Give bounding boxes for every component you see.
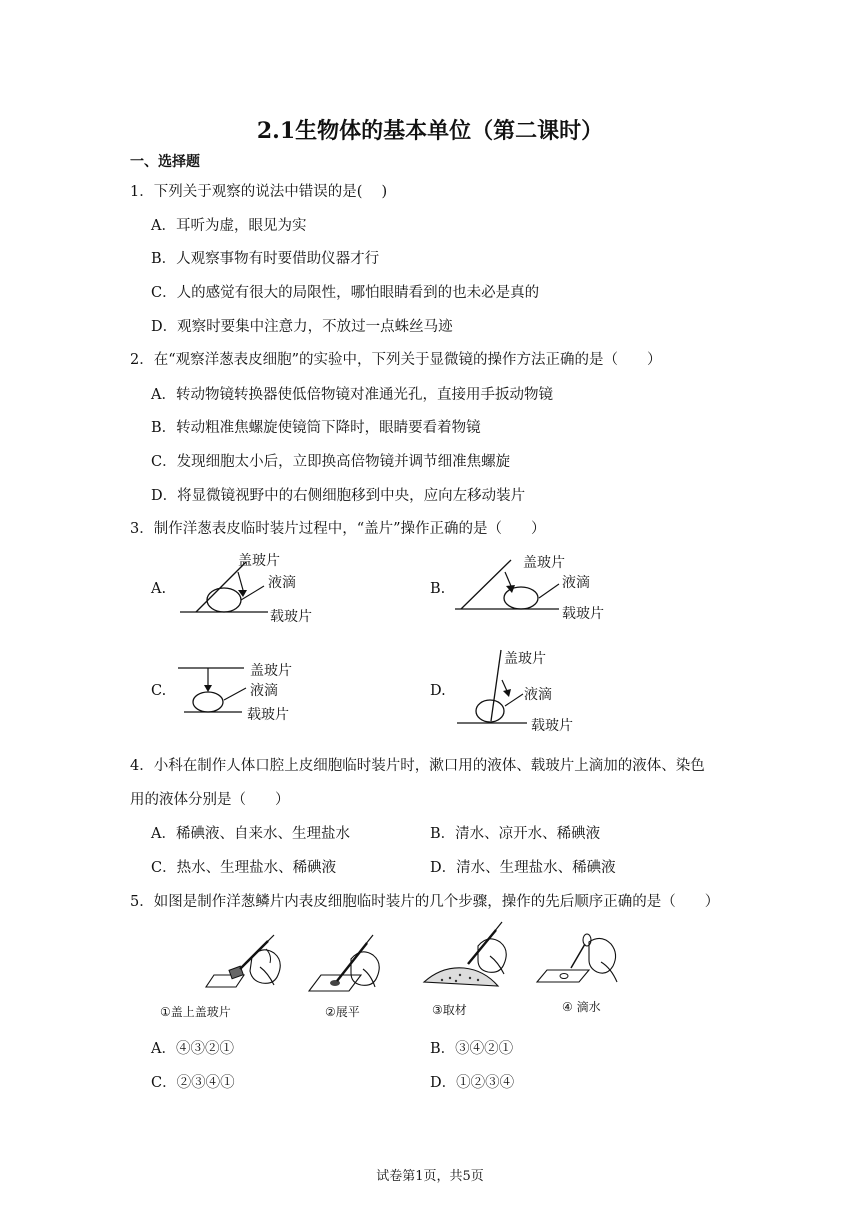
diagram-b-label-slide: 载玻片 <box>562 606 604 622</box>
question-1-stem: 1．下列关于观察的说法中错误的是( ) <box>130 184 388 200</box>
question-3-option-c: C. <box>151 683 167 699</box>
step-3-caption: ③取材 <box>432 1003 467 1017</box>
question-2-option-c: C．发现细胞太小后，立即换高倍物镜并调节细准焦螺旋 <box>151 454 511 470</box>
question-5-option-d: D．①②③④ <box>430 1075 515 1091</box>
page-title: 2.1生物体的基本单位（第二课时） <box>256 118 604 144</box>
question-4-stem-line-1: 4．小科在制作人体口腔上皮细胞临时装片时，漱口用的液体、载玻片上滴加的液体、染色 <box>130 758 705 774</box>
step-4-caption: ④ 滴水 <box>562 1000 601 1014</box>
question-5-option-b: B．③④②① <box>430 1041 514 1057</box>
diagram-b-label-drop: 液滴 <box>562 575 590 591</box>
diagram-c-label-cover: 盖玻片 <box>250 663 292 679</box>
question-1-option-a: A．耳听为虚，眼见为实 <box>151 218 307 234</box>
question-1-option-d: D．观察时要集中注意力，不放过一点蛛丝马迹 <box>151 319 453 335</box>
question-2-option-b: B．转动粗准焦螺旋使镜筒下降时，眼睛要看着物镜 <box>151 420 481 436</box>
diagram-d-label-cover: 盖玻片 <box>504 651 546 667</box>
step-1-caption: ①盖上盖玻片 <box>160 1005 231 1019</box>
question-1-option-b: B．人观察事物有时要借助仪器才行 <box>151 251 380 267</box>
question-2-stem: 2．在“观察洋葱表皮细胞”的实验中，下列关于显微镜的操作方法正确的是（ ） <box>130 352 662 368</box>
question-3-option-a: A. <box>151 581 167 597</box>
diagram-b-label-cover: 盖玻片 <box>523 555 565 571</box>
page-footer: 试卷第1页，共5页 <box>376 1169 484 1184</box>
question-3-option-b: B. <box>430 581 446 597</box>
step-3-take-material-illustration <box>420 920 520 1000</box>
diagram-a-label-cover: 盖玻片 <box>238 553 280 569</box>
step-1-cover-slip-illustration <box>200 935 290 1000</box>
question-5-stem: 5．如图是制作洋葱鳞片内表皮细胞临时装片的几个步骤，操作的先后顺序正确的是（ ） <box>130 894 720 910</box>
step-2-flatten-illustration <box>305 935 395 1000</box>
diagram-d-label-slide: 载玻片 <box>531 718 573 734</box>
question-2-option-d: D．将显微镜视野中的右侧细胞移到中央，应向左移动装片 <box>151 488 526 504</box>
diagram-d-label-drop: 液滴 <box>524 687 552 703</box>
question-4-option-c: C．热水、生理盐水、稀碘液 <box>151 860 337 876</box>
question-2-option-a: A．转动物镜转换器使低倍物镜对准通光孔，直接用手扳动物镜 <box>151 387 553 403</box>
question-5-option-a: A．④③②① <box>151 1041 234 1057</box>
diagram-a-label-drop: 液滴 <box>268 575 296 591</box>
diagram-a-label-slide: 载玻片 <box>270 609 312 625</box>
question-4-option-b: B．清水、凉开水、稀碘液 <box>430 826 601 842</box>
question-4-stem-line-2: 用的液体分别是（ ） <box>130 792 290 808</box>
question-4-option-d: D．清水、生理盐水、稀碘液 <box>430 860 616 876</box>
question-3-option-d: D. <box>430 683 446 699</box>
question-5-option-c: C．②③④① <box>151 1075 235 1091</box>
section-heading: 一、选择题 <box>130 154 200 170</box>
question-4-option-a: A．稀碘液、自来水、生理盐水 <box>151 826 350 842</box>
step-2-caption: ②展平 <box>325 1005 360 1019</box>
step-4-drop-water-illustration <box>535 932 635 997</box>
diagram-c-label-slide: 载玻片 <box>247 707 289 723</box>
question-3-stem: 3．制作洋葱表皮临时装片过程中，“盖片”操作正确的是（ ） <box>130 521 546 537</box>
diagram-c-label-drop: 液滴 <box>250 683 278 699</box>
question-1-option-c: C．人的感觉有很大的局限性，哪怕眼睛看到的也未必是真的 <box>151 285 540 301</box>
